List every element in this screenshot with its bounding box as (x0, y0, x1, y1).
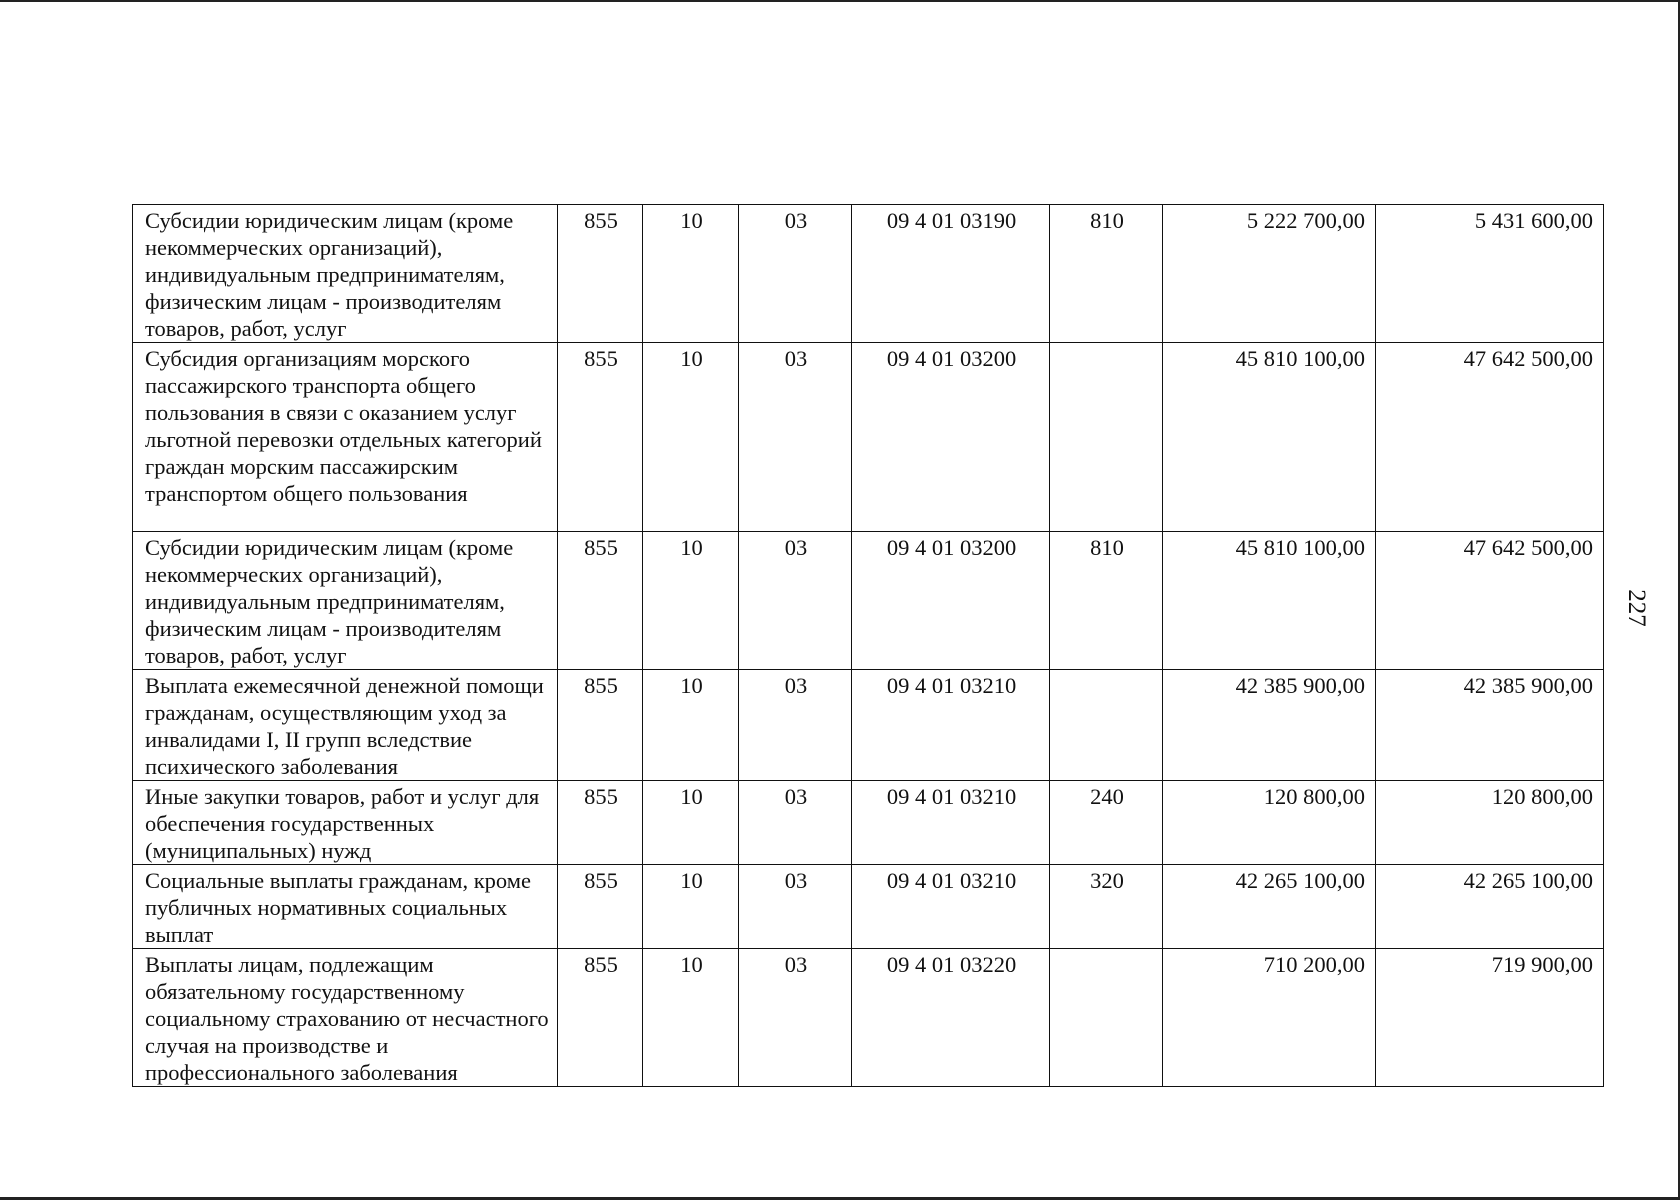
row-gr: 855 (558, 670, 643, 781)
row-name: Социальные выплаты гражданам, кроме публичных нормативных социальных выплат (133, 865, 558, 949)
table-row (133, 205, 1604, 343)
row-sum2: 719 900,00 (1376, 949, 1604, 1087)
row-sum1: 5 222 700,00 (1163, 205, 1376, 343)
row-sum2: 47 642 500,00 (1376, 343, 1604, 532)
table-row (133, 781, 1604, 865)
row-vr: 240 (1050, 781, 1163, 865)
row-rz: 10 (643, 865, 739, 949)
row-vr (1050, 949, 1163, 1087)
row-gr: 855 (558, 781, 643, 865)
row-csr: 09 4 01 03210 (852, 781, 1050, 865)
row-pr: 03 (739, 343, 852, 532)
row-name: Иные закупки товаров, работ и услуг для обеспечения государственных (муниципальных) нужд (133, 781, 558, 865)
row-rz: 10 (643, 670, 739, 781)
row-sum2: 42 385 900,00 (1376, 670, 1604, 781)
row-vr: 320 (1050, 865, 1163, 949)
row-csr: 09 4 01 03200 (852, 532, 1050, 670)
row-name: Субсидии юридическим лицам (кроме некоммерческих организаций), индивидуальным предпринимателям, физическим лицам - производителям товаров, работ, услуг (133, 532, 558, 670)
row-csr: 09 4 01 03210 (852, 670, 1050, 781)
row-csr: 09 4 01 03210 (852, 865, 1050, 949)
row-name: Выплата ежемесячной денежной помощи гражданам, осуществляющим уход за инвалидами I, II групп вследствие психического заболевания (133, 670, 558, 781)
row-rz: 10 (643, 949, 739, 1087)
row-sum1: 120 800,00 (1163, 781, 1376, 865)
row-sum2: 42 265 100,00 (1376, 865, 1604, 949)
row-pr: 03 (739, 781, 852, 865)
row-pr: 03 (739, 532, 852, 670)
row-rz: 10 (643, 532, 739, 670)
row-gr: 855 (558, 949, 643, 1087)
row-sum2: 120 800,00 (1376, 781, 1604, 865)
row-sum2: 47 642 500,00 (1376, 532, 1604, 670)
row-gr: 855 (558, 343, 643, 532)
row-csr: 09 4 01 03220 (852, 949, 1050, 1087)
row-csr: 09 4 01 03190 (852, 205, 1050, 343)
row-sum2: 5 431 600,00 (1376, 205, 1604, 343)
row-vr: 810 (1050, 532, 1163, 670)
row-sum1: 45 810 100,00 (1163, 343, 1376, 532)
row-pr: 03 (739, 205, 852, 343)
table-row (133, 670, 1604, 781)
row-sum1: 42 385 900,00 (1163, 670, 1376, 781)
row-vr (1050, 670, 1163, 781)
row-pr: 03 (739, 949, 852, 1087)
row-name: Субсидии юридическим лицам (кроме некоммерческих организаций), индивидуальным предпринимателям, физическим лицам - производителям товаров, работ, услуг (133, 205, 558, 343)
row-sum1: 42 265 100,00 (1163, 865, 1376, 949)
row-vr: 810 (1050, 205, 1163, 343)
row-gr: 855 (558, 532, 643, 670)
table-row (133, 343, 1604, 532)
row-gr: 855 (558, 205, 643, 343)
row-name: Выплаты лицам, подлежащим обязательному государственному социальному страхованию от несчастного случая на производстве и профессионального заболевания (133, 949, 558, 1087)
budget-table (132, 204, 1604, 1087)
row-gr: 855 (558, 865, 643, 949)
table-row (133, 532, 1604, 670)
row-rz: 10 (643, 781, 739, 865)
row-rz: 10 (643, 205, 739, 343)
row-rz: 10 (643, 343, 739, 532)
page-number: 227 (1623, 589, 1650, 627)
row-name: Субсидия организациям морского пассажирского транспорта общего пользования в связи с оказанием услуг льготной перевозки отдельных категорий граждан морским пассажирским транспортом общего пользования (133, 343, 558, 532)
row-pr: 03 (739, 670, 852, 781)
row-sum1: 710 200,00 (1163, 949, 1376, 1087)
row-pr: 03 (739, 865, 852, 949)
row-sum1: 45 810 100,00 (1163, 532, 1376, 670)
row-csr: 09 4 01 03200 (852, 343, 1050, 532)
table-row (133, 949, 1604, 1087)
row-vr (1050, 343, 1163, 532)
table-row (133, 865, 1604, 949)
